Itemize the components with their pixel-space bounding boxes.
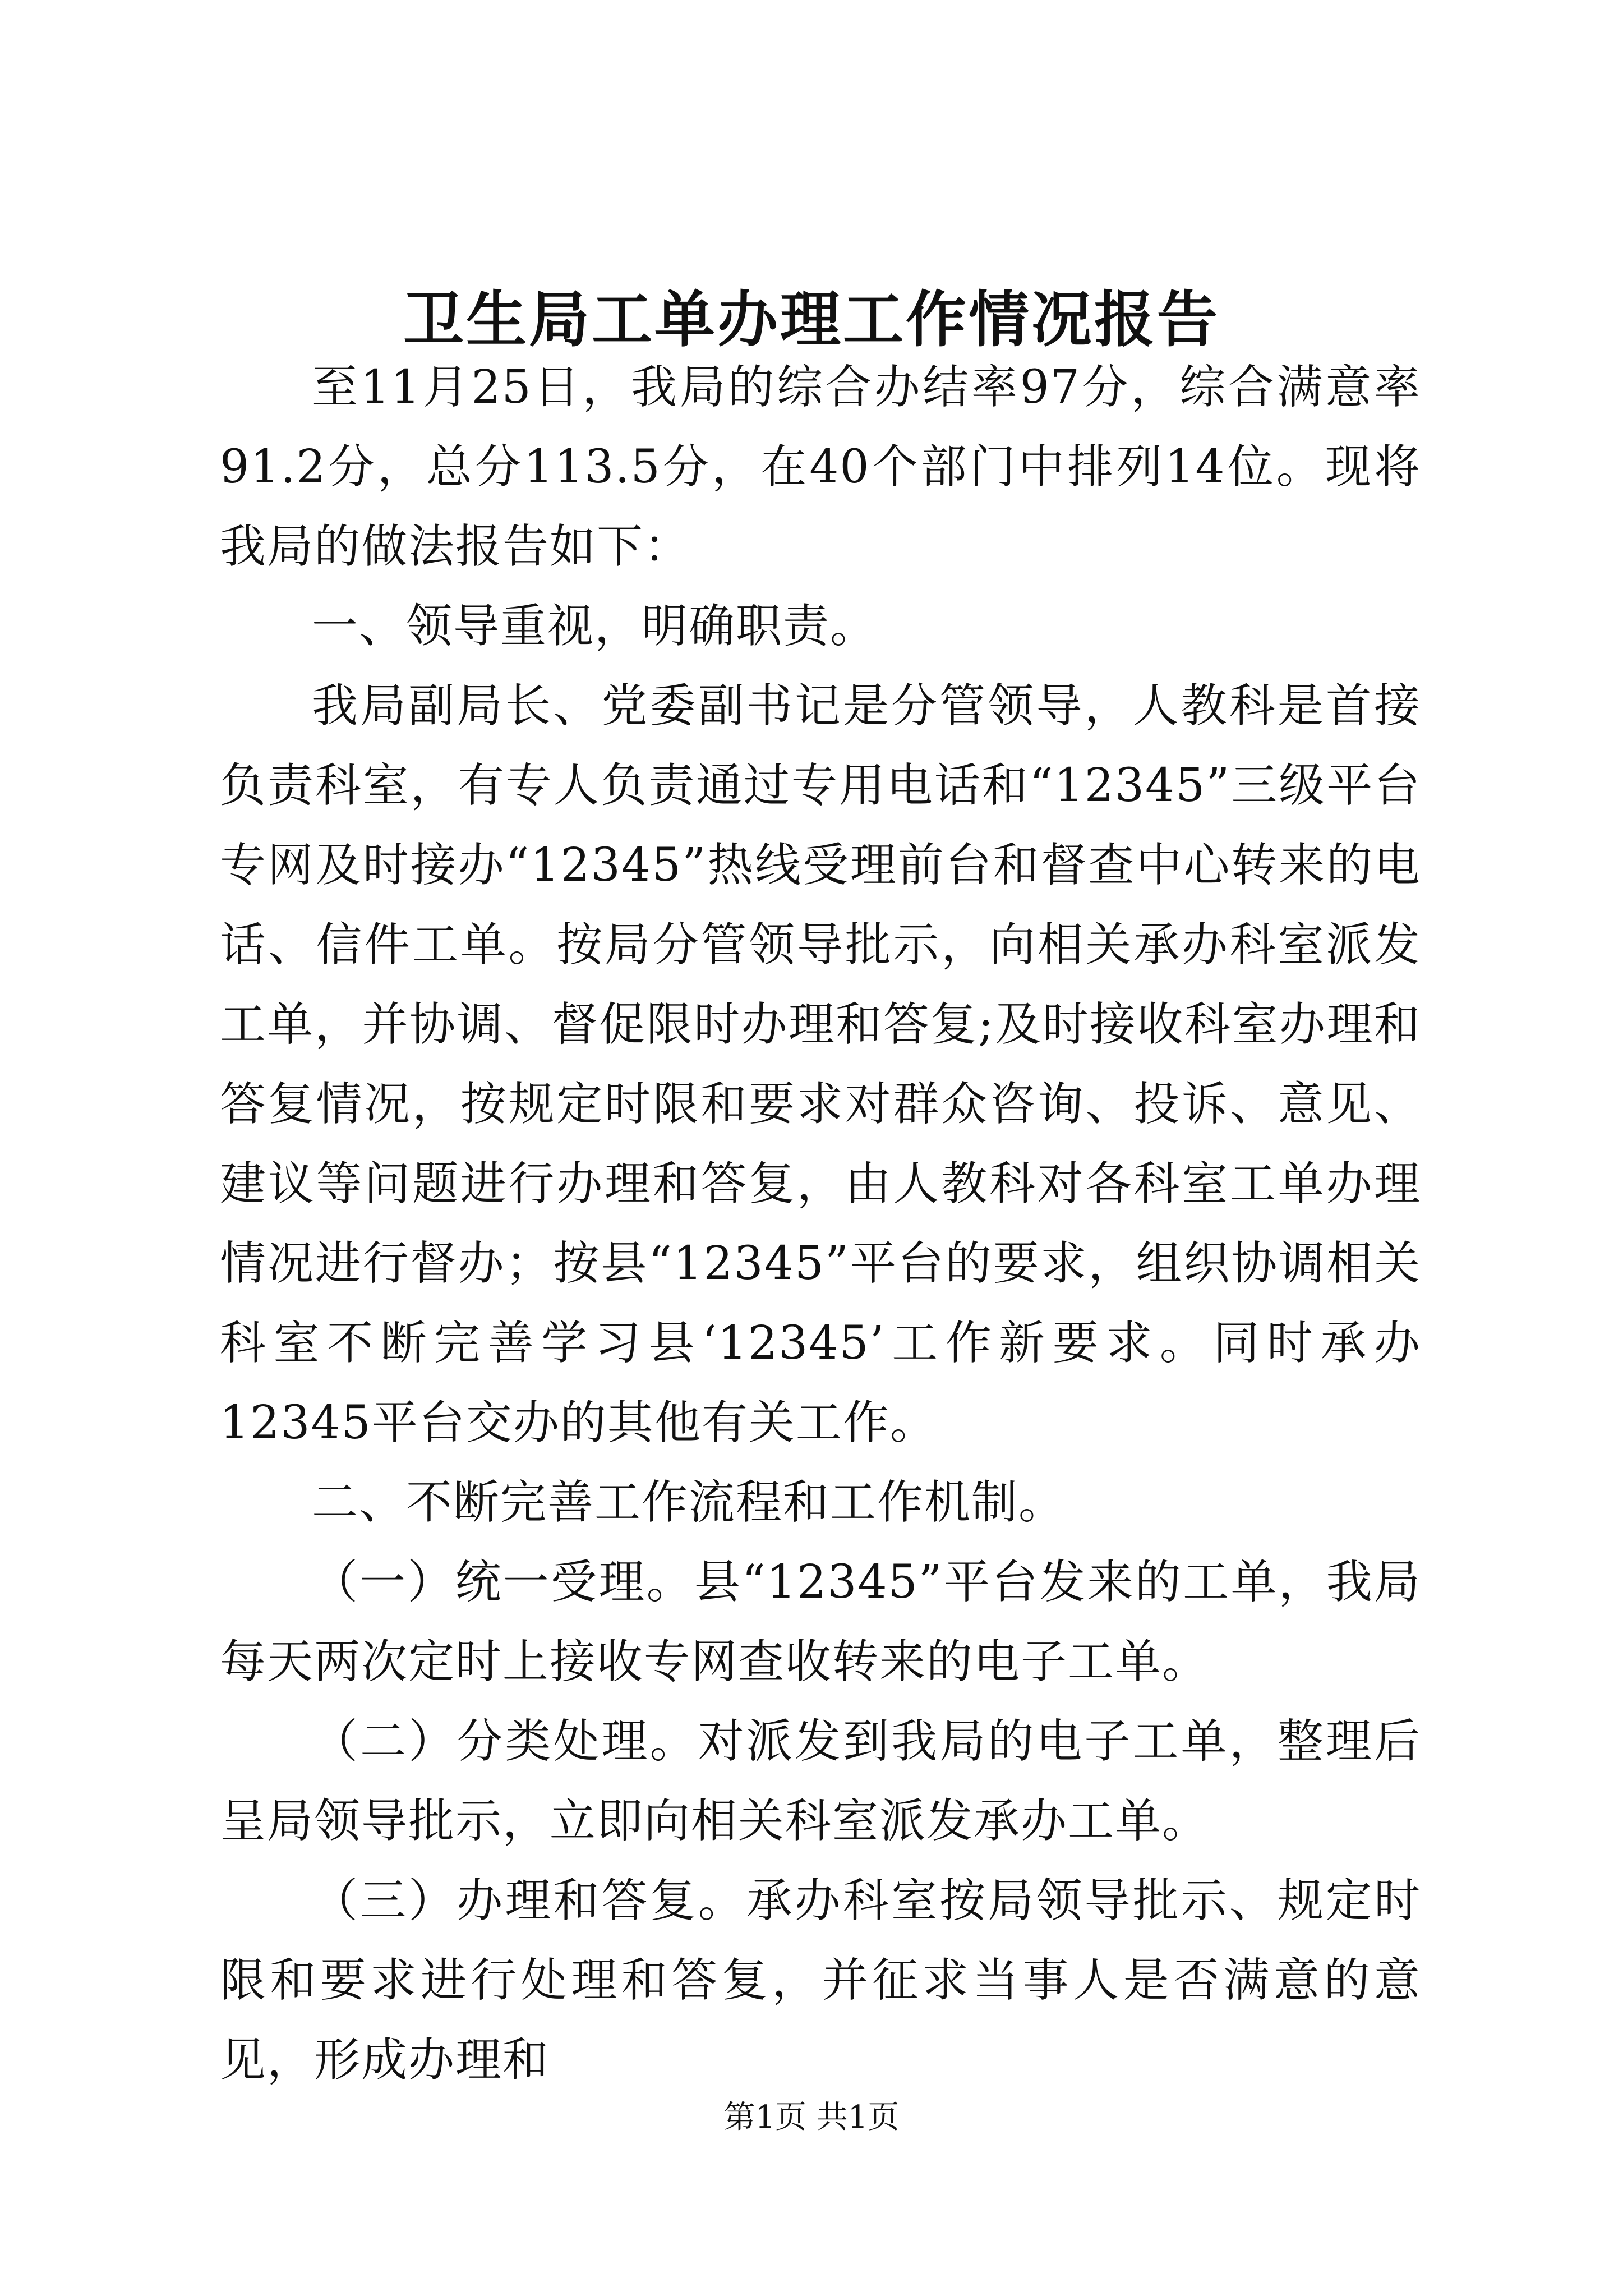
section-heading-1: 一、领导重视，明确职责。 xyxy=(312,600,878,653)
document-title: 卫生局工单办理工作情况报告 xyxy=(403,284,1220,355)
section-heading-2: 二、不断完善工作流程和工作机制。 xyxy=(312,1476,1066,1529)
item-1-paragraph: （一）统一受理。县“12345”平台发来的工单，我局每天两次定时上接收专网查收转来的电子工单。 xyxy=(220,1556,1421,1688)
document-body xyxy=(220,348,1421,2100)
section-1-paragraph: 我局副局长、党委副书记是分管领导，人教科是首接负责科室，有专人负责通过专用电话和“12345”三级平台专网及时接办“12345”热线受理前台和督查中心转来的电话、信件工单。按局分管领导批示，向相关承办科室派发工单，并协调、督促限时办理和答复;及时接收科室办理和答复情况，按规定时限和要求对群众咨询、投诉、意见、建议等问题进行办理和答复，由人教科对各科室工单办理情况进行督办；按县“12345”平台的要求，组织协调相关科室不断完善学习县‘12345’工作新要求。同时承办12345平台交办的其他有关工作。 xyxy=(220,679,1421,1450)
item-2-paragraph: （二）分类处理。对派发到我局的电子工单，整理后呈局领导批示，立即向相关科室派发承办工单。 xyxy=(220,1715,1421,1848)
intro-paragraph: 至11月25日，我局的综合办结率97分，综合满意率91.2分，总分113.5分，在40个部门中排列14位。现将我局的做法报告如下： xyxy=(220,361,1421,573)
page-footer: 第1页 共1页 xyxy=(723,2099,900,2136)
item-3-paragraph: （三）办理和答复。承办科室按局领导批示、规定时限和要求进行处理和答复，并征求当事人是否满意的意见，形成办理和 xyxy=(220,1874,1421,2087)
